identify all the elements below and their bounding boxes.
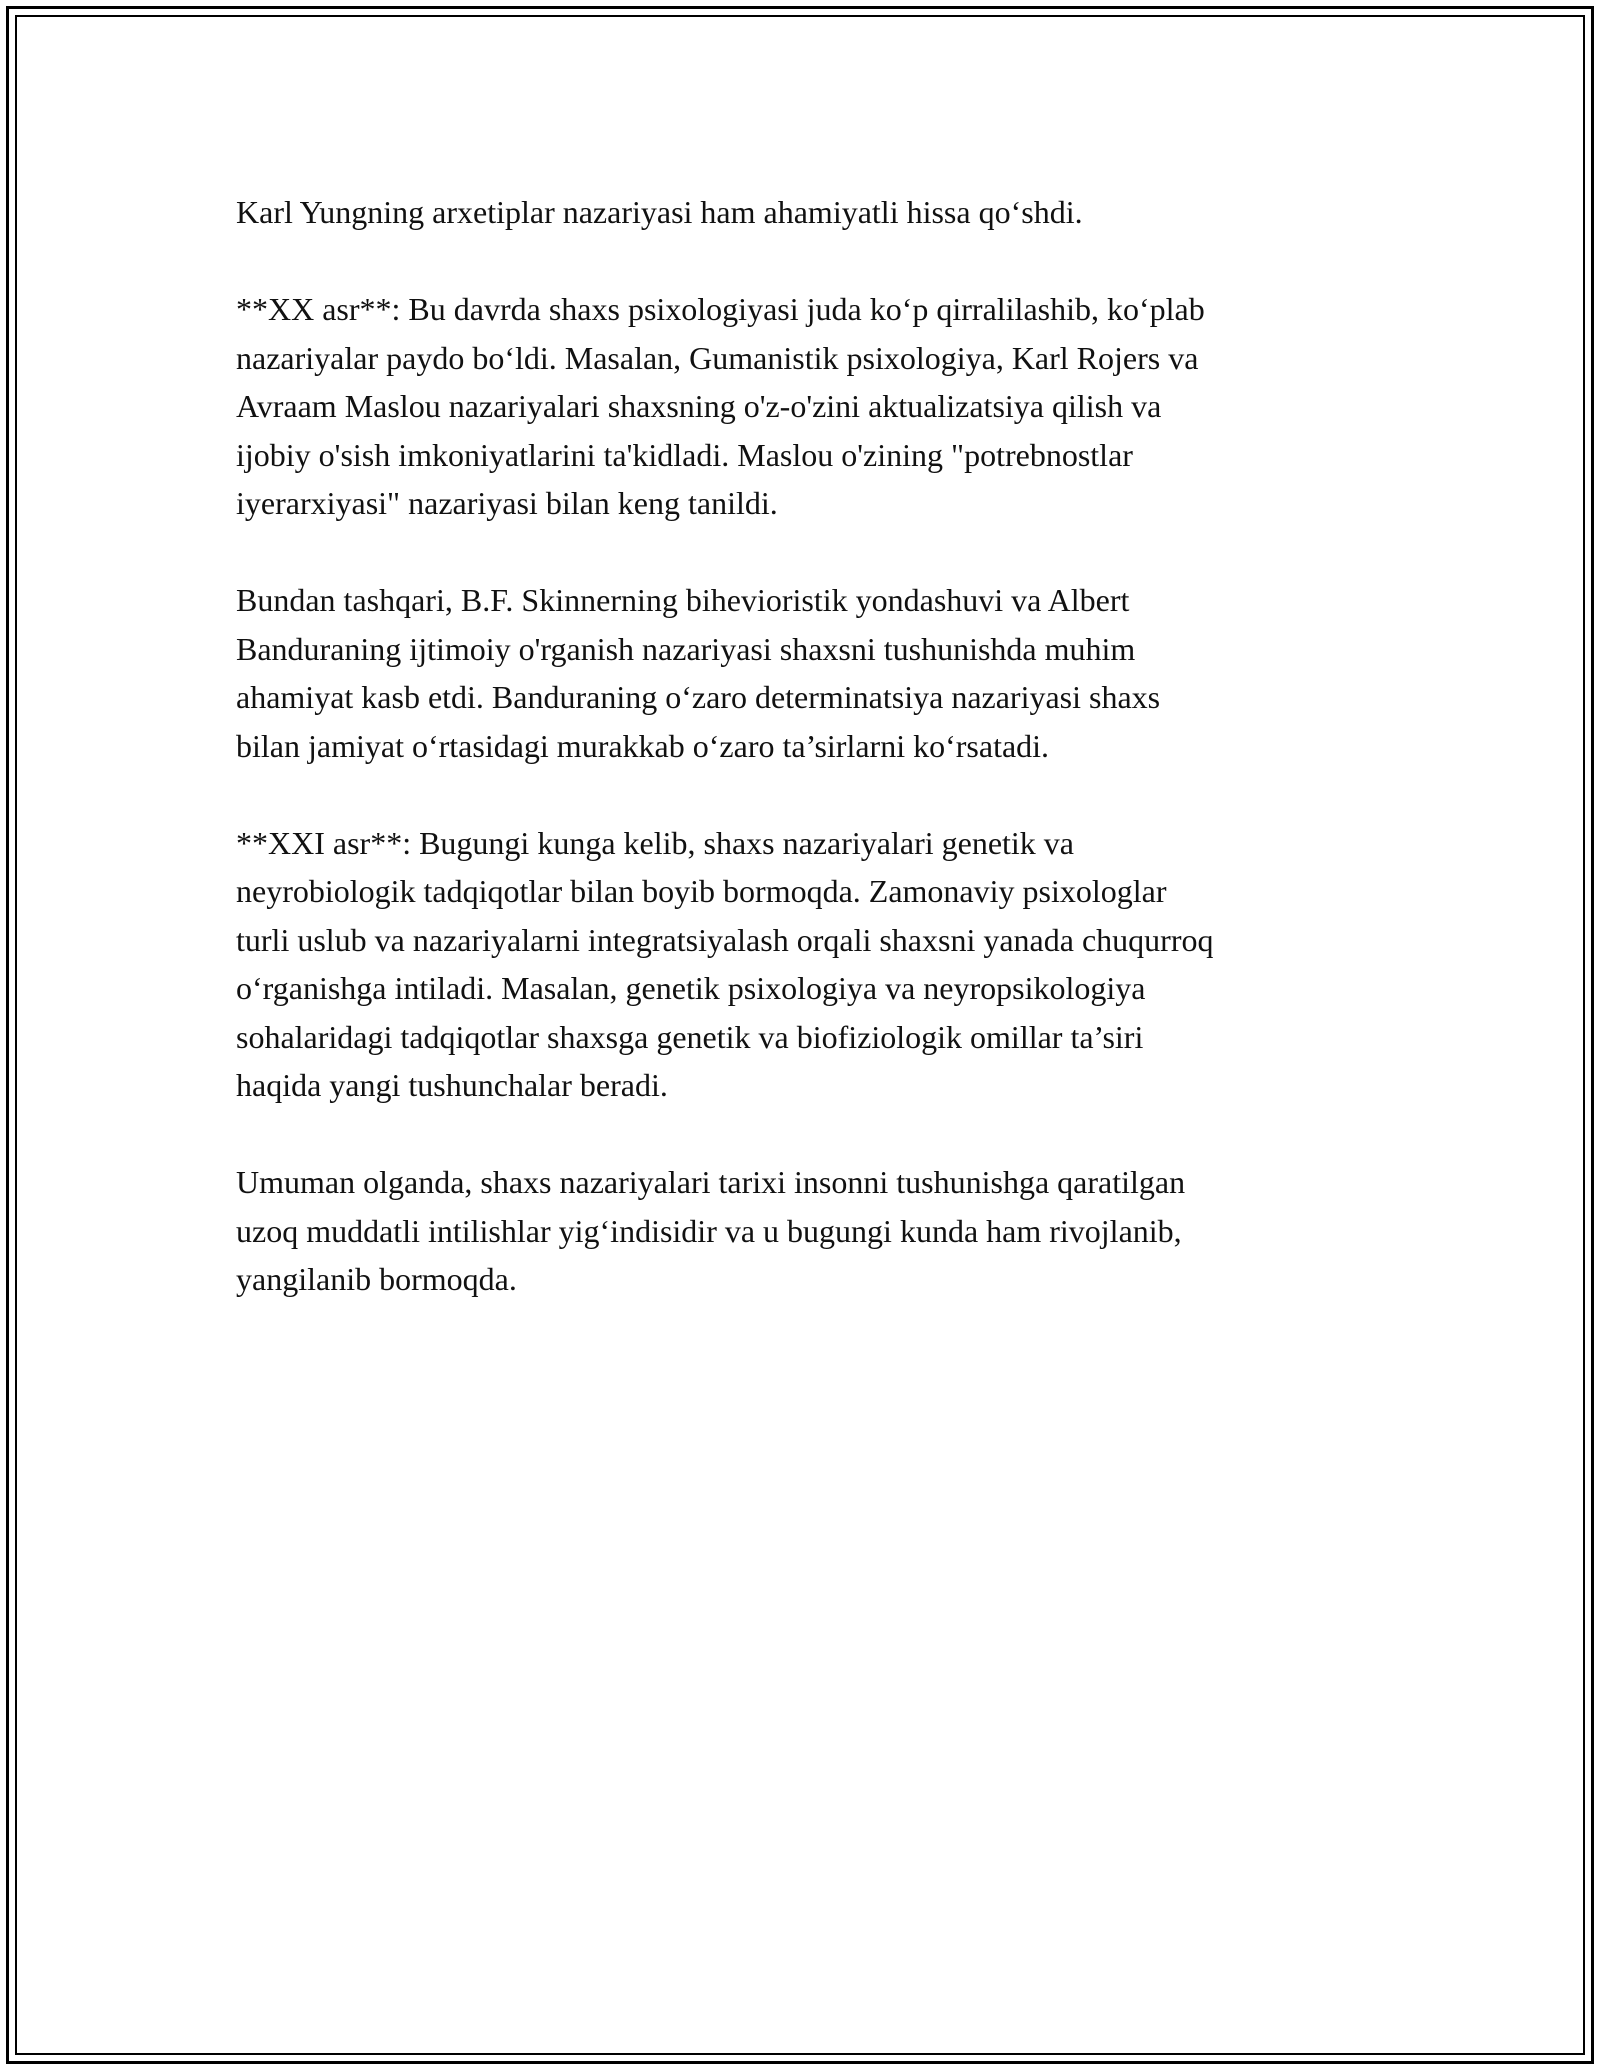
paragraph-21st-century: **XXI asr**: Bugungi kunga kelib, shaxs nazariyalari genetik va neyrobiologik tadqiqotlar bilan boyib bormoqda. Zamonaviy psixologlar turli uslub va nazariyalarni integratsiyalash orqali shaxsni yanada chuqurroq o‘rganishga intiladi. Masalan, genetik psixologiya va neyropsikologiya sohalaridagi tadqiqotlar shaxsga genetik va biofiziologik omillar ta’siri haqida yangi tushunchalar beradi.	[236, 824, 1214, 1103]
paragraph-behaviorism-bandura: Bundan tashqari, B.F. Skinnerning bihevioristik yondashuvi va Albert Banduraning ijtimoiy o'rganish nazariyasi shaxsni tushunishda muhim ahamiyat kasb etdi. Banduraning o‘zaro determinatsiya nazariyasi shaxs bilan jamiyat o‘rtasidagi murakkab o‘zaro ta’sirlarni ko‘rsatadi.	[236, 582, 1161, 764]
paragraph-conclusion: Umuman olganda, shaxs nazariyalari tarixi insonni tushunishga qaratilgan uzoq muddatli intilishlar yig‘indisidir va u bugungi kunda ham rivojlanib, yangilanib bormoqda.	[236, 1164, 1186, 1297]
paragraph-jung-archetypes: Karl Yungning arxetiplar nazariyasi ham ahamiyatli hissa qo‘shdi.	[236, 194, 1083, 230]
document-body	[236, 188, 1366, 1352]
paragraph-20th-century: **XX asr**: Bu davrda shaxs psixologiyasi juda ko‘p qirralilashib, ko‘plab nazariyalar paydo bo‘ldi. Masalan, Gumanistik psixologiya, Karl Rojers va Avraam Maslou nazariyalari shaxsning o'z-o'zini aktualizatsiya qilish va ijobiy o'sish imkoniyatlarini ta'kidladi. Maslou o'zining "potrebnostlar iyerarxiyasi" nazariyasi bilan keng tanildi.	[236, 291, 1205, 521]
